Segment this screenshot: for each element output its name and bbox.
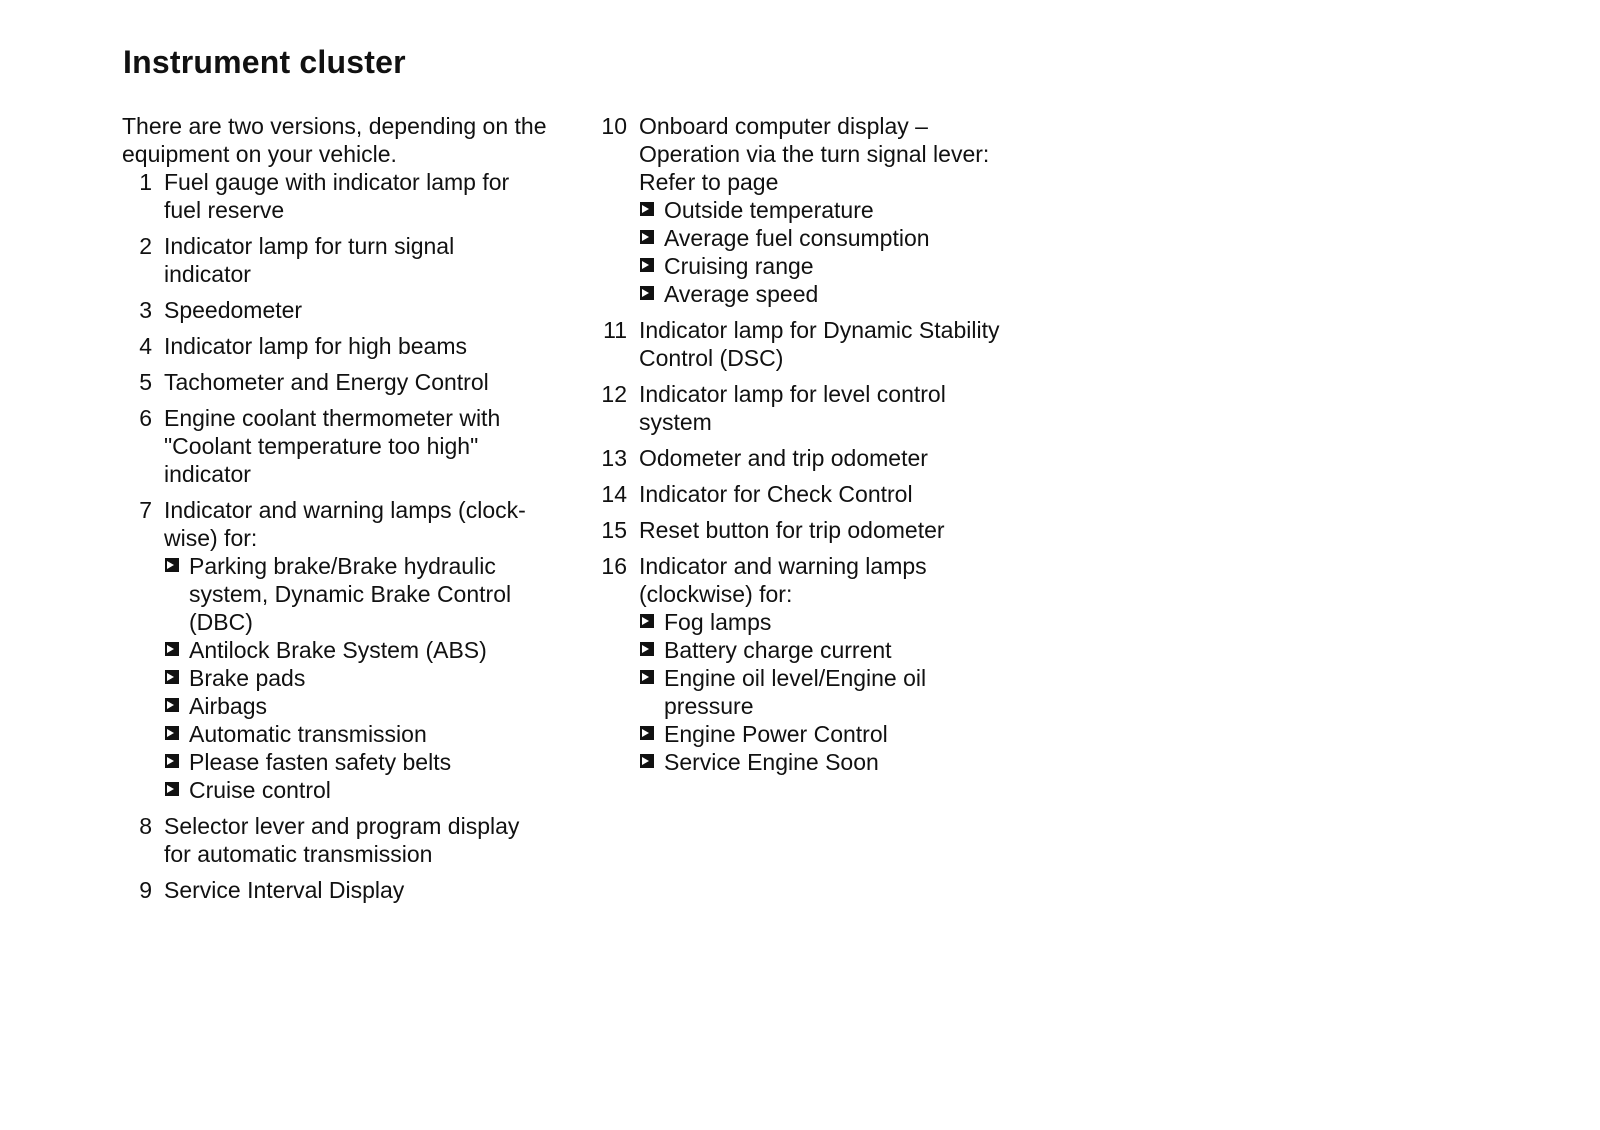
item-number: 2 — [139, 233, 152, 259]
sub-item-text-line: system, Dynamic Brake Control — [189, 581, 512, 607]
item-body — [164, 232, 572, 288]
sub-item — [639, 664, 1065, 720]
sub-item-text — [664, 636, 1065, 664]
triangle-bullet-icon — [639, 224, 664, 252]
sub-item-text — [664, 720, 1065, 748]
sub-item-text — [664, 664, 1065, 720]
list-item — [122, 876, 572, 904]
triangle-bullet-icon — [639, 636, 664, 664]
sub-item-text — [189, 776, 572, 804]
item-number: 7 — [139, 497, 152, 523]
item-body — [164, 332, 572, 360]
triangle-bullet-icon — [164, 552, 189, 580]
list-item — [595, 552, 1065, 776]
list-item — [122, 368, 572, 396]
list-item — [595, 444, 1065, 472]
sub-item-text-line: (DBC) — [189, 609, 253, 635]
item-body — [639, 316, 1065, 372]
item-text-line: indicator — [164, 261, 251, 287]
item-number: 14 — [601, 481, 627, 507]
list-item — [122, 404, 572, 488]
item-text-line: Indicator for Check Control — [639, 481, 913, 507]
sub-item-text-line: Service Engine Soon — [664, 749, 879, 775]
sub-item — [164, 748, 572, 776]
list-item — [122, 168, 572, 224]
item-body — [164, 876, 572, 904]
item-body — [639, 380, 1065, 436]
sub-item-text-line: Automatic transmission — [189, 721, 427, 747]
sub-item — [164, 776, 572, 804]
item-body — [639, 112, 1065, 308]
item-number: 10 — [601, 113, 627, 139]
sub-item-text-line: Cruise control — [189, 777, 331, 803]
item-text-line: indicator — [164, 461, 251, 487]
triangle-bullet-icon — [639, 608, 664, 636]
item-number: 1 — [139, 169, 152, 195]
right-item-list — [595, 112, 1065, 776]
item-body — [164, 368, 572, 396]
item-number: 3 — [139, 297, 152, 323]
item-number: 16 — [601, 553, 627, 579]
item-text-line: Fuel gauge with indicator lamp for — [164, 169, 510, 195]
sub-item-text-line: Battery charge current — [664, 637, 892, 663]
sub-item-text-line: Parking brake/Brake hydraulic — [189, 553, 496, 579]
triangle-bullet-icon — [164, 664, 189, 692]
item-text-line: "Coolant temperature too high" — [164, 433, 479, 459]
sub-item — [164, 720, 572, 748]
sub-item-text — [664, 280, 1065, 308]
sub-item-text — [189, 664, 572, 692]
intro-paragraph: There are two versions, depending on the equipment on your vehicle. — [122, 113, 547, 167]
list-item — [122, 812, 572, 868]
sub-item-text — [664, 252, 1065, 280]
left-item-list — [122, 168, 572, 904]
sub-item-text-line: Engine Power Control — [664, 721, 888, 747]
item-text-line: Refer to page — [639, 169, 779, 195]
item-body — [639, 480, 1065, 508]
item-number: 8 — [139, 813, 152, 839]
sub-item — [639, 748, 1065, 776]
item-body — [639, 552, 1065, 776]
sub-item-text-line: Average fuel consumption — [664, 225, 930, 251]
item-text-line: Service Interval Display — [164, 877, 405, 903]
triangle-bullet-icon — [164, 748, 189, 776]
right-column — [595, 112, 1065, 776]
sub-item-text — [189, 552, 572, 636]
list-item — [595, 380, 1065, 436]
sub-item — [639, 636, 1065, 664]
item-body — [164, 296, 572, 324]
item-body — [164, 404, 572, 488]
item-text-line: system — [639, 409, 712, 435]
item-text-line: Indicator lamp for Dynamic Stability — [639, 317, 1000, 343]
item-text-line: Control (DSC) — [639, 345, 784, 371]
list-item — [595, 480, 1065, 508]
item-body — [164, 168, 572, 224]
triangle-bullet-icon — [639, 252, 664, 280]
list-item — [595, 112, 1065, 308]
item-body — [639, 444, 1065, 472]
sub-item — [164, 692, 572, 720]
item-number: 5 — [139, 369, 152, 395]
triangle-bullet-icon — [639, 720, 664, 748]
triangle-bullet-icon — [639, 280, 664, 308]
triangle-bullet-icon — [164, 692, 189, 720]
sub-item — [639, 196, 1065, 224]
triangle-bullet-icon — [164, 636, 189, 664]
triangle-bullet-icon — [639, 748, 664, 776]
item-text-line: Indicator and warning lamps — [639, 553, 927, 579]
list-item — [595, 516, 1065, 544]
triangle-bullet-icon — [639, 196, 664, 224]
item-text-line: (clockwise) for: — [639, 581, 793, 607]
sub-item-text-line: Engine oil level/Engine oil — [664, 665, 927, 691]
sub-item-text-line: Fog lamps — [664, 609, 772, 635]
item-text-line: Indicator and warning lamps (clock- — [164, 497, 526, 523]
sub-item-text — [189, 720, 572, 748]
item-body — [639, 516, 1065, 544]
sub-item-text — [664, 608, 1065, 636]
item-text-line: Odometer and trip odometer — [639, 445, 928, 471]
item-number: 11 — [603, 317, 627, 343]
item-text-line: Reset button for trip odometer — [639, 517, 945, 543]
list-item — [122, 332, 572, 360]
sub-item-text — [189, 748, 572, 776]
sub-item-text — [664, 748, 1065, 776]
sub-item-text-line: Brake pads — [189, 665, 306, 691]
triangle-bullet-icon — [164, 776, 189, 804]
item-text-line: fuel reserve — [164, 197, 285, 223]
item-text-line: Speedometer — [164, 297, 303, 323]
left-column — [122, 112, 572, 904]
sub-item — [639, 608, 1065, 636]
item-text-line: Indicator lamp for high beams — [164, 333, 467, 359]
list-item — [122, 496, 572, 804]
item-text-line: for automatic transmission — [164, 841, 433, 867]
sub-item — [164, 552, 572, 636]
sub-item-text-line: Average speed — [664, 281, 819, 307]
sub-item-text — [189, 636, 572, 664]
sub-item-text — [189, 692, 572, 720]
item-text-line: Onboard computer display – — [639, 113, 928, 139]
item-number: 15 — [601, 517, 627, 543]
sub-item — [164, 664, 572, 692]
triangle-bullet-icon — [164, 720, 189, 748]
sub-item — [164, 636, 572, 664]
page-title: Instrument cluster — [123, 44, 406, 80]
sub-item-text-line: Antilock Brake System (ABS) — [189, 637, 487, 663]
item-text-line: Operation via the turn signal lever: — [639, 141, 990, 167]
sub-item-text-line: pressure — [664, 693, 754, 719]
sub-item — [639, 224, 1065, 252]
item-text-line: Indicator lamp for turn signal — [164, 233, 455, 259]
item-number: 12 — [601, 381, 627, 407]
item-body — [164, 496, 572, 804]
item-text-line: Selector lever and program display — [164, 813, 520, 839]
item-number: 13 — [601, 445, 627, 471]
sub-item-text-line: Cruising range — [664, 253, 814, 279]
sub-item — [639, 280, 1065, 308]
item-text-line: Indicator lamp for level control — [639, 381, 946, 407]
item-number: 4 — [139, 333, 152, 359]
sub-item-text-line: Please fasten safety belts — [189, 749, 452, 775]
list-item — [122, 296, 572, 324]
sub-item — [639, 720, 1065, 748]
item-text-line: wise) for: — [164, 525, 258, 551]
item-number: 9 — [139, 877, 152, 903]
item-text-line: Tachometer and Energy Control — [164, 369, 489, 395]
sub-item-text-line: Airbags — [189, 693, 267, 719]
list-item — [595, 316, 1065, 372]
sub-item-text-line: Outside temperature — [664, 197, 874, 223]
triangle-bullet-icon — [639, 664, 664, 692]
item-number: 6 — [139, 405, 152, 431]
item-body — [164, 812, 572, 868]
item-text-line: Engine coolant thermometer with — [164, 405, 501, 431]
sub-item-text — [664, 196, 1065, 224]
sub-item-text — [664, 224, 1065, 252]
list-item — [122, 232, 572, 288]
sub-item — [639, 252, 1065, 280]
